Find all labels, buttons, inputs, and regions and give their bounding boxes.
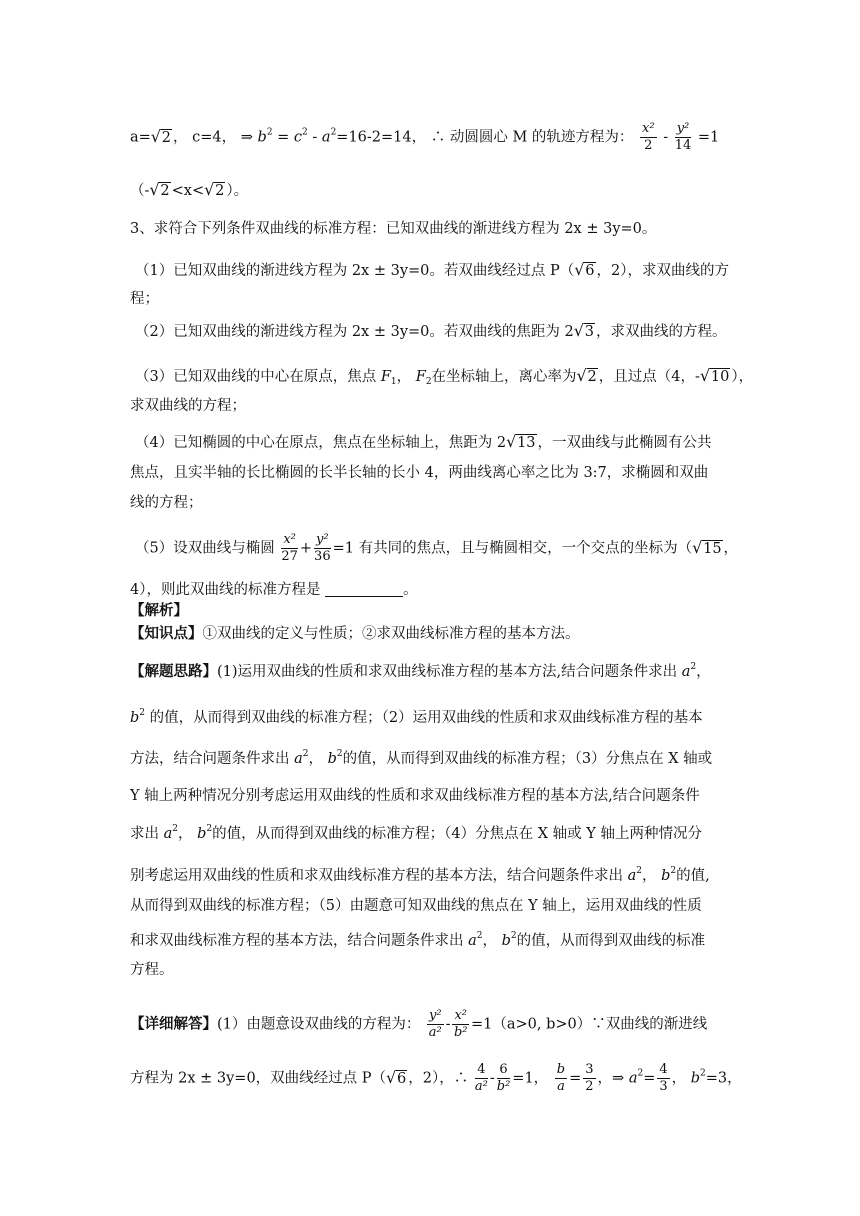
- idea-line-5: 求出 $a^2$， $b^2$的值，从而得到双曲线的标准方程；（4）分焦点在 X 轴或 Y 轴上两种情况分: [130, 824, 702, 842]
- idea-line-3: 方法，结合问题条件求出 $a^2$， $b^2$的值，从而得到双曲线的标准方程；（3）分焦点在 X 轴或: [130, 749, 713, 767]
- idea-line-1: 【解题思路】(1)运用双曲线的性质和求双曲线标准方程的基本方法,结合问题条件求出 $a^2$，: [130, 662, 711, 680]
- idea-line-8: 和求双曲线标准方程的基本方法，结合问题条件求出 $a^2$， $b^2$的值，从而得到双曲线的标准: [130, 931, 706, 949]
- question-3-title: 3、求符合下列条件双曲线的标准方程：已知双曲线的渐进线方程为 2x ± 3y=0。: [130, 221, 657, 237]
- sqrt-2: √ 2: [152, 128, 172, 148]
- q3-part-4: （4）已知椭圆的中心在原点，焦点在坐标轴上，焦距为 2√ 13 ，一双曲线与此椭圆有公共: [135, 433, 732, 453]
- q3-part-2: （2）已知双曲线的渐进线方程为 2x ± 3y=0。若双曲线的焦距为 2√ 3 ，求双曲线的方程。: [135, 322, 732, 342]
- idea-line-7: 从而得到双曲线的标准方程；（5）由题意可知双曲线的焦点在 Y 轴上，运用双曲线的性质: [130, 898, 702, 914]
- domain-line: （-√ 2 <x<√ 2 ）。: [130, 181, 732, 201]
- q3-part-3: （3）已知双曲线的中心在原点，焦点 $F_1$， $F_2$在坐标轴上，离心率为√ 2 ，且过点（4，-√ 10 ），: [135, 367, 732, 387]
- q3-part-3-cont: 求双曲线的方程；: [130, 398, 246, 414]
- detail-line-1: 【详细解答】(1）由题意设双曲线的方程为： $\frac{\text{y²}}{\text{a²}}$ - $\frac{\text{x²}}{\text{b²}}$ =1（a>0, b>0）∵双曲线的渐进线: [130, 1008, 708, 1040]
- idea-line-9: 方程。: [130, 962, 174, 978]
- idea-line-4: Y 轴上两种情况分别考虑运用双曲线的性质和求双曲线标准方程的基本方法,结合问题条件: [130, 788, 700, 804]
- trajectory-line: a=√ 2 ， c=4， ⇒ $b^2 = c^2 - a^2=16-2=14$， ∴ 动圆圆心 M 的轨迹方程为： $\frac{\text{x²}}{2}$ - $\frac{\text{y²}}{14}$ =1: [130, 121, 732, 154]
- q3-part-1: （1）已知双曲线的渐进线方程为 2x ± 3y=0。若双曲线经过点 P（√ 6 ，2），求双曲线的方: [135, 261, 732, 281]
- answer-blank: [325, 582, 403, 597]
- q3-part-1-cont: 程；: [130, 291, 159, 307]
- fraction: $\frac{\text{x²}}{2}$: [642, 121, 655, 153]
- q3-part-5: （5）设双曲线与椭圆 $\frac{\text{x²}}{27}$ + $\frac{\text{y²}}{36}$ =1 有共同的焦点，且与椭圆相交，一个交点的坐标为（√ 15 ，: [135, 532, 732, 565]
- fraction: $\frac{\text{y²}}{14}$: [674, 121, 692, 153]
- q3-part-4-cont2: 线的方程；: [130, 495, 203, 511]
- idea-line-6: 别考虑运用双曲线的性质和求双曲线标准方程的基本方法，结合问题条件求出 $a^2$， $b^2$的值,: [130, 866, 710, 884]
- detail-line-2: 方程为 2x ± 3y=0，双曲线经过点 P（√ 6 ，2），∴ $\frac{4}{\text{a²}}$ - $\frac{6}{\text{b²}}$ =1， $\frac{b}{a}$ = $\frac{3}{2}$ ，⇒ $a^2=$ $\frac{4}{3}$ ， $b^2=3$，: [130, 1062, 732, 1095]
- q3-part-4-cont: 焦点，且实半轴的长比椭圆的长半长轴的长小 4，两曲线离心率之比为 3:7，求椭圆和双曲: [130, 465, 709, 481]
- idea-line-2: $b^2$ 的值，从而得到双曲线的标准方程；（2）运用双曲线的性质和求双曲线标准方程的基本: [130, 708, 703, 726]
- knowledge-points: 【知识点】①双曲线的定义与性质；②求双曲线标准方程的基本方法。: [130, 625, 580, 642]
- q3-part-5-cont: 4），则此双曲线的标准方程是 。: [130, 582, 418, 598]
- analysis-heading: 【解析】: [130, 602, 188, 619]
